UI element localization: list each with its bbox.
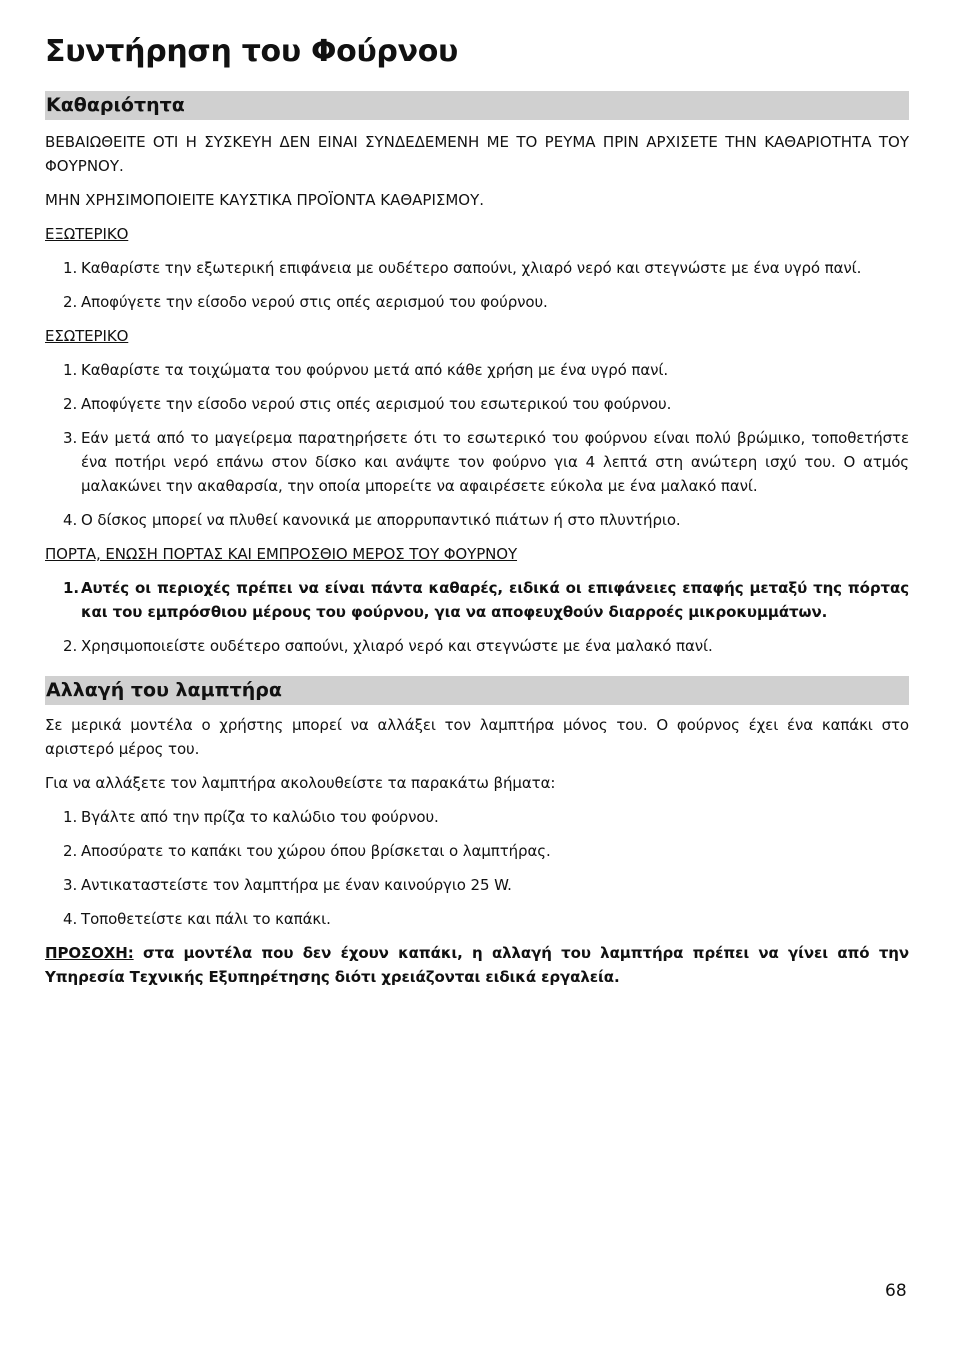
list-item: 2. Αποφύγετε την είσοδο νερού στις οπές αερισμού του φούρνου. bbox=[63, 293, 548, 311]
page-title: Συντήρηση του Φούρνου bbox=[45, 34, 458, 69]
list-item: 3. Εάν μετά από το μαγείρεμα παρατηρήσετε ότι το εσωτερικό του φούρνου είναι πολύ βρώμικο, τοποθετήστε ένα ποτήρι νερό επάνω στον δίσκο και ανάψτε τον φούρνο για 4 λεπτά στη ανώτερη ισχύ του. Ο ατμός μαλακώνει την ακαθαρσία, την οποία μπορείτε να αφαιρέσετε εύκολα με ένα μαλακό πανί. bbox=[63, 429, 909, 495]
section-heading-lamp: Αλλαγή του λαμπτήρα bbox=[45, 676, 909, 705]
subheading-exterior: ΕΞΩΤΕΡΙΚΟ bbox=[45, 225, 129, 243]
subheading-door: ΠΟΡΤΑ, ΕΝΩΣΗ ΠΟΡΤΑΣ ΚΑΙ ΕΜΠΡΟΣΘΙΟ ΜΕΡΟΣ ΤΟΥ ΦΟΥΡΝΟΥ bbox=[45, 545, 518, 563]
lamp-steps-intro: Για να αλλάξετε τον λαμπτήρα ακολουθείστε τα παρακάτω βήματα: bbox=[45, 774, 556, 792]
list-item: 2. Αποσύρατε το καπάκι του χώρου όπου βρίσκεται ο λαμπτήρας. bbox=[63, 842, 551, 860]
list-item: 1. Καθαρίστε τα τοιχώματα του φούρνου μετά από κάθε χρήση με ένα υγρό πανί. bbox=[63, 361, 669, 379]
section-heading-cleaning: Καθαριότητα bbox=[45, 91, 909, 120]
list-item: 1. Καθαρίστε την εξωτερική επιφάνεια με ουδέτερο σαπούνι, χλιαρό νερό και στεγνώστε με ένα υγρό πανί. bbox=[63, 259, 862, 277]
cleaning-warning-power: ΒΕΒΑΙΩΘΕΙΤΕ ΟΤΙ Η ΣΥΣΚΕΥΗ ΔΕΝ ΕΙΝΑΙ ΣΥΝΔΕΔΕΜΕΝΗ ΜΕ ΤΟ ΡΕΥΜΑ ΠΡΙΝ ΑΡΧΙΣΕΤΕ ΤΗΝ ΚΑΘΑΡΙΟΤΗΤΑ ΤΟΥ ΦΟΥΡΝΟΥ. bbox=[45, 133, 909, 175]
list-item: 1. Βγάλτε από την πρίζα το καλώδιο του φούρνου. bbox=[63, 808, 439, 826]
page-number: 68 bbox=[885, 1281, 907, 1301]
list-item: 3. Αντικαταστείστε τον λαμπτήρα με έναν καινούργιο 25 W. bbox=[63, 876, 512, 894]
caution-text: στα μοντέλα που δεν έχουν καπάκι, η αλλαγή του λαμπτήρα πρέπει να γίνει από την Υπηρεσία Τεχνικής Εξυπηρέτησης διότι χρειάζονται ειδικά εργαλεία. bbox=[45, 944, 909, 986]
list-item: 2. Αποφύγετε την είσοδο νερού στις οπές αερισμού του εσωτερικού του φούρνου. bbox=[63, 395, 672, 413]
list-item: 1. Αυτές οι περιοχές πρέπει να είναι πάντα καθαρές, ειδικά οι επιφάνειες επαφής μεταξύ της πόρτας και του εμπρόσθιου μέρους του φούρνου, για να αποφευχθούν διαρροές μικροκυμμάτων. bbox=[63, 579, 909, 621]
caution-label: ΠΡΟΣΟΧΗ: bbox=[45, 944, 134, 962]
cleaning-warning-chemicals: ΜΗΝ ΧΡΗΣΙΜΟΠΟΙΕΙΤΕ ΚΑΥΣΤΙΚΑ ΠΡΟΪΟΝΤΑ ΚΑΘΑΡΙΣΜΟΥ. bbox=[45, 191, 485, 209]
subheading-interior: ΕΣΩΤΕΡΙΚΟ bbox=[45, 327, 129, 345]
lamp-intro: Σε μερικά μοντέλα ο χρήστης μπορεί να αλλάξει τον λαμπτήρα μόνος του. Ο φούρνος έχει ένα καπάκι στο αριστερό μέρος του. bbox=[45, 716, 909, 758]
list-item: 2. Χρησιμοποιείστε ουδέτερο σαπούνι, χλιαρό νερό και στεγνώστε με ένα μαλακό πανί. bbox=[63, 637, 713, 655]
list-item: 4. Ο δίσκος μπορεί να πλυθεί κανονικά με απορρυπαντικό πιάτων ή στο πλυντήριο. bbox=[63, 511, 681, 529]
list-item: 4. Τοποθετείστε και πάλι το καπάκι. bbox=[63, 910, 331, 928]
document-page bbox=[45, 30, 909, 989]
caution-note bbox=[45, 941, 909, 989]
